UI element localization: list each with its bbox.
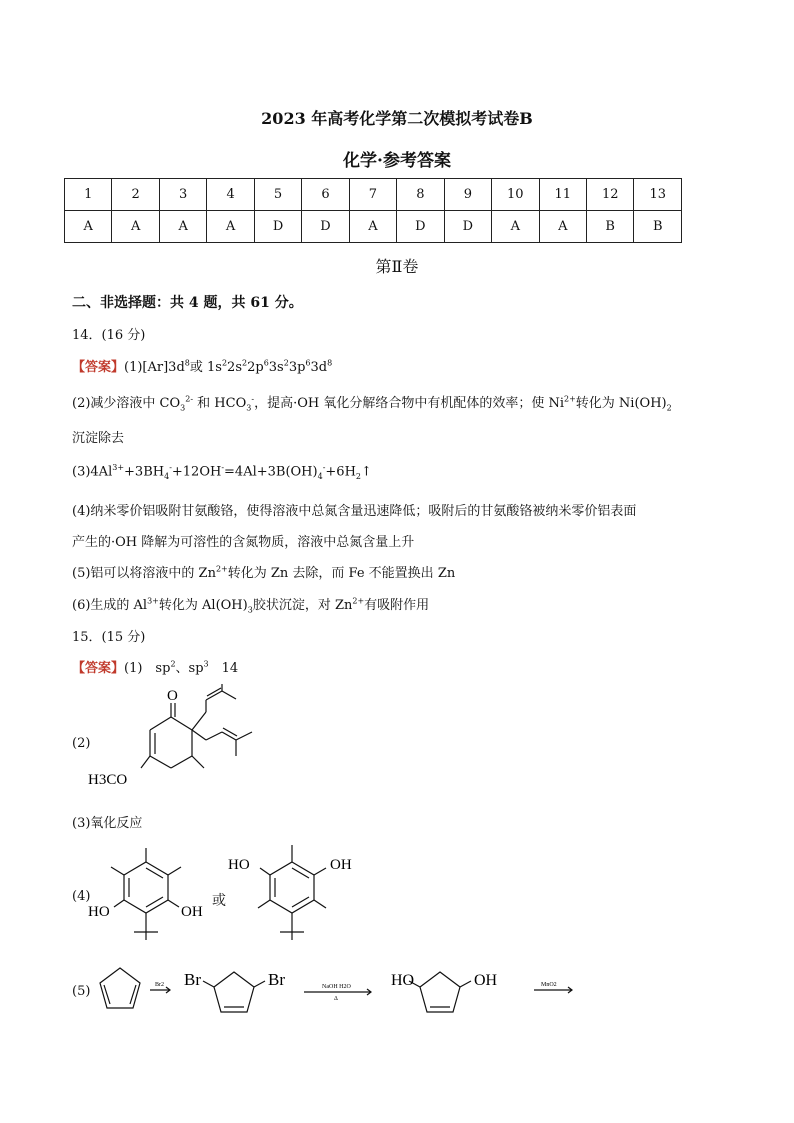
question-number-cell: 6 <box>302 179 349 211</box>
answer-tag: 【答案】 <box>72 360 125 375</box>
question-number-cell: 2 <box>112 179 159 211</box>
answer-cell: A <box>492 211 539 243</box>
answer-cell: A <box>539 211 586 243</box>
svg-text:HO: HO <box>88 904 110 920</box>
question-number-cell: 1 <box>65 179 112 211</box>
answer-cell: A <box>349 211 396 243</box>
answer-cell: A <box>159 211 206 243</box>
q14-part2: (2)减少溶液中 $CO_3^{2-}$ 和 $HCO_3^-$，提高·OH 氧化分解络合物中有机配体的效率；使 $Ni^{2+}$转化为 $Ni(OH)_2$ <box>72 394 672 413</box>
volume-title: 第Ⅱ卷 <box>375 257 419 276</box>
q14-part1: 【答案】$(1)[Ar]3d^8$或 $1s^22s^22p^63s^23p^63d^8$ <box>72 358 333 375</box>
question-number-cell: 9 <box>444 179 491 211</box>
svg-text:OH: OH <box>330 857 352 873</box>
structure-4b <box>226 840 366 950</box>
q15-part3: (3)氧化反应 <box>72 816 143 831</box>
q15-heading: 15．(15 分) <box>72 630 146 645</box>
question-number-cell: 7 <box>349 179 396 211</box>
bromine-left: Br <box>184 970 201 989</box>
answer-cell: B <box>634 211 682 243</box>
q14-heading: 14．(16 分) <box>72 328 146 343</box>
svg-text:HO: HO <box>228 857 250 873</box>
reagent-br2: Br2 <box>155 982 164 988</box>
answer-cell: D <box>302 211 349 243</box>
methoxy-label: H3CO <box>88 772 128 788</box>
question-number-cell: 12 <box>586 179 633 211</box>
bromine-right: Br <box>268 970 285 989</box>
structure-4a <box>86 840 216 950</box>
question-number-cell: 8 <box>397 179 444 211</box>
structure-2 <box>86 684 266 794</box>
answer-cell: A <box>65 211 112 243</box>
q14-part6: (6)生成的 $Al^{3+}$转化为 $Al(OH)_3$胶状沉淀，对 $Zn^{2+}$有吸附作用 <box>72 596 430 615</box>
synthesis-route <box>86 958 586 1028</box>
reagent-naoh: NaOH H2O <box>322 984 351 990</box>
q14-part4: (4)纳米零价铝吸附甘氨酸铬，使得溶液中总氮含量迅速降低；吸附后的甘氨酸铬被纳米零价铝表面 <box>72 504 637 519</box>
reagent-mno2: MnO2 <box>541 982 557 988</box>
answer-cell: D <box>397 211 444 243</box>
question-number-cell: 4 <box>207 179 254 211</box>
hydroxyl-right: OH <box>474 972 498 989</box>
q14-part2-cont: 沉淀除去 <box>72 431 125 446</box>
oxygen-label: O <box>167 688 178 704</box>
answer-cell: A <box>112 211 159 243</box>
q15-part2-label: (2) <box>72 736 91 751</box>
answer-row <box>65 211 682 243</box>
q15-part4-label: (4) <box>72 889 91 904</box>
hydroxyl-left: HO <box>391 972 415 989</box>
section-title: 二、非选择题：共 4 题，共 61 分。 <box>72 295 303 311</box>
q14-part3: $(3)4Al^{3+}+3BH_4^-+12OH^-=4Al+3B(OH)_4^-+6H_2↑$ <box>72 463 372 481</box>
svg-text:OH: OH <box>181 904 203 920</box>
q14-part4-cont: 产生的·OH 降解为可溶性的含氮物质，溶液中总氮含量上升 <box>72 535 415 550</box>
question-number-cell: 13 <box>634 179 682 211</box>
answer-cell: D <box>254 211 301 243</box>
question-number-cell: 3 <box>159 179 206 211</box>
answer-key-subtitle: 化学·参考答案 <box>343 151 451 171</box>
answer-tag: 【答案】 <box>72 661 125 676</box>
answer-cell: A <box>207 211 254 243</box>
q14-part5: (5)铝可以将溶液中的 $Zn^{2+}$转化为 Zn 去除，而 Fe 不能置换出 Zn <box>72 564 456 581</box>
question-number-row <box>65 179 682 211</box>
question-number-cell: 11 <box>539 179 586 211</box>
or-text: 或 <box>212 893 226 909</box>
heat-condition: Δ <box>334 996 338 1002</box>
q15-part1: 【答案】(1) $sp^2$、$sp^3$ 14 <box>72 659 239 676</box>
answer-cell: D <box>444 211 491 243</box>
answer-cell: B <box>586 211 633 243</box>
q15-part5-label: (5) <box>72 984 91 999</box>
question-number-cell: 5 <box>254 179 301 211</box>
answer-table <box>64 178 682 243</box>
question-number-cell: 10 <box>492 179 539 211</box>
exam-title: 2023 年高考化学第二次模拟考试卷B <box>261 109 533 128</box>
